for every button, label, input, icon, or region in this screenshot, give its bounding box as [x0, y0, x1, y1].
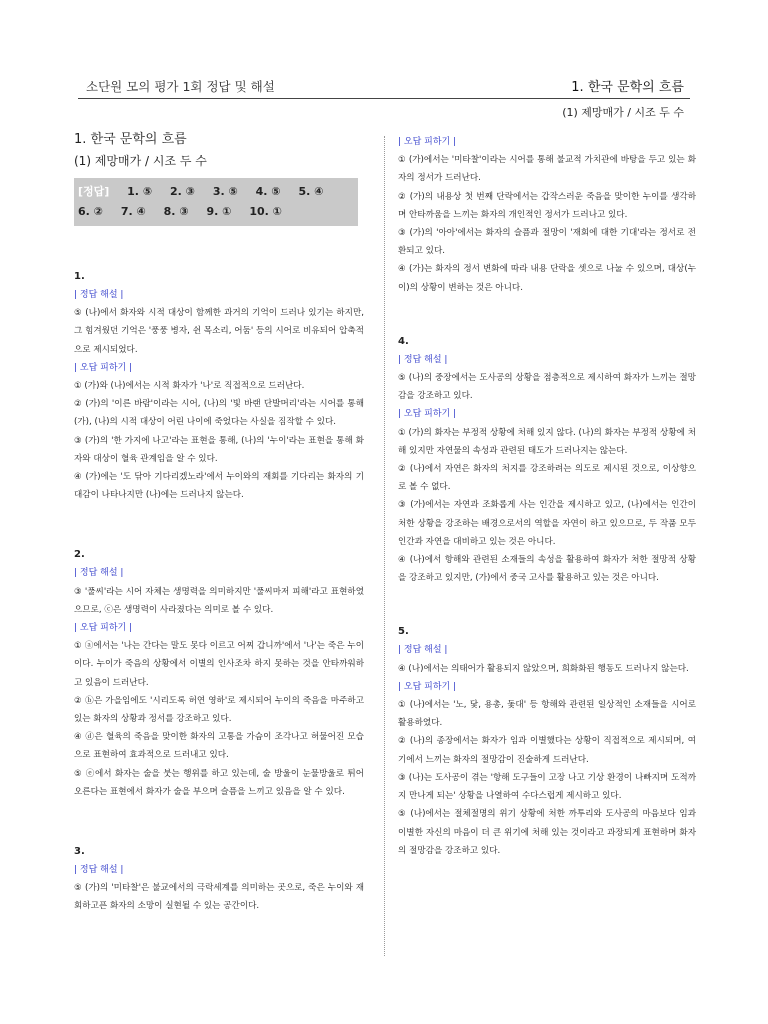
- explain-label: | 정답 해설 |: [398, 354, 448, 365]
- question-number: 3.: [74, 846, 85, 858]
- avoid-label: | 오답 피하기 |: [398, 681, 457, 692]
- avoid-item: ③ (가)에서는 자연과 조화롭게 사는 인간을 제시하고 있고, (나)에서는 인간이 처한 상황을 강조하는 배경으로서의 역할을 자연이 하고 있으므로, 두 작품 모두 인간과 자연을 대비하고 있는 것은 아니다.: [398, 500, 696, 547]
- avoid-item: ① (가)와 (나)에서는 시적 화자가 '나'로 직접적으로 드러난다.: [74, 381, 305, 392]
- avoid-label: | 오답 피하기 |: [398, 409, 457, 420]
- avoid-item: ③ (가)의 '아아'에서는 화자의 슬픔과 절망이 '재회에 대한 기대'라는 정서로 전환되고 있다.: [398, 228, 696, 257]
- avoid-item: ② (나)에서 자연은 화자의 처지를 강조하려는 의도로 제시된 것으로, 이상향으로 볼 수 없다.: [398, 464, 696, 493]
- question-number: 5.: [398, 626, 409, 638]
- avoid-item: ⑤ ⓔ에서 화자는 술을 붓는 행위를 하고 있는데, 술 방울이 눈물방울로 튀어 오른다는 표현에서 화자가 술을 부으며 슬픔을 느끼고 있음을 알 수 있다.: [74, 768, 364, 797]
- header-right-title: 1. 한국 문학의 흐름: [571, 80, 684, 95]
- avoid-item: ② ⓑ은 가을임에도 '시리도록 허연 영하'로 제시되어 누이의 죽음을 마주하고 있는 화자의 상황과 정서를 강조하고 있다.: [74, 695, 364, 725]
- explain-text: ③ '풀씨'라는 시어 자체는 생명력을 의미하지만 '풀씨마저 피해'라고 표현하였으므로, ⓒ은 생명력이 사라졌다는 의미로 볼 수 있다.: [74, 586, 364, 615]
- explain-text: ⑤ (가)의 '미타찰'은 불교에서의 극락세계를 의미하는 곳으로, 죽은 누이와 재회하고픈 화자의 소망이 실현될 수 있는 공간이다.: [74, 883, 364, 912]
- avoid-item: ④ ⓓ은 혈육의 죽음을 맞이한 화자의 고통을 가슴이 조각나고 허물어진 모습으로 표현하여 효과적으로 드러내고 있다.: [74, 732, 364, 761]
- avoid-item: ② (가)의 내용상 첫 번째 단락에서는 갑작스러운 죽음을 맞이한 누이를 생각하며 안타까움을 느끼는 화자의 개인적인 정서가 드러나고 있다.: [398, 191, 696, 220]
- question-number: 2.: [74, 549, 85, 561]
- answer-item: 9. ①: [206, 205, 232, 218]
- answer-item: 4. ⑤: [255, 185, 281, 198]
- answer-key-box: [74, 178, 358, 226]
- answer-item: 10. ①: [249, 205, 282, 218]
- right-column: [398, 133, 696, 860]
- avoid-item: ④ (나)에서 항해와 관련된 소재들의 속성을 활용하여 화자가 처한 절망적 상황을 강조하고 있지만, (가)에서 중국 고사를 활용하고 있는 것은 아니다.: [398, 555, 696, 584]
- avoid-label: | 오답 피하기 |: [398, 137, 457, 147]
- avoid-item: ③ (가)의 '한 가지에 나고'라는 표현을 통해, (나)의 '누이'라는 표현을 통해 화자와 대상이 혈육 관계임을 알 수 있다.: [74, 435, 364, 464]
- explain-label: | 정답 해설 |: [74, 290, 124, 300]
- answer-item: 6. ②: [78, 205, 103, 218]
- explain-text: ⑤ (나)의 중장에서는 도사공의 상황을 점층적으로 제시하여 화자가 느끼는 절망감을 강조하고 있다.: [398, 373, 696, 402]
- answer-item: 8. ③: [163, 205, 189, 218]
- avoid-item: ② (가)의 '이른 바람'이라는 시어, (나)의 '빛 바랜 단발머리'라는 시어를 통해 (가), (나)의 시적 대상이 어린 나이에 죽었다는 사실을 짐작할 수 있다.: [74, 399, 364, 428]
- answer-item: 3. ⑤: [212, 185, 238, 198]
- question-number: 4.: [398, 335, 409, 347]
- avoid-item: ⑤ (나)에서는 절체절명의 위기 상황에 처한 까투리와 도사공의 마음보다 임과 이별한 자신의 마음이 더 큰 위기에 처해 있는 것이라고 과장되게 표현하며 화자의 절망감을 강조하고 있다.: [398, 809, 696, 856]
- avoid-item: ③ (나)는 도사공이 겪는 '항해 도구들이 고장 나고 기상 환경이 나빠지며 도적까지 만나게 되는' 상황을 나열하여 수다스럽게 제시하고 있다.: [398, 772, 696, 802]
- header-left-title: 소단원 모의 평가 1회 정답 및 해설: [86, 79, 275, 94]
- avoid-label: | 오답 피하기 |: [74, 362, 133, 373]
- explain-label: | 정답 해설 |: [74, 865, 124, 876]
- avoid-item: ① (나)에서는 '노, 닻, 용총, 돛대' 등 항해와 관련된 일상적인 소재들을 시어로 활용하였다.: [398, 700, 696, 729]
- answer-item: 5. ④: [298, 185, 324, 198]
- explain-label: | 정답 해설 |: [74, 568, 124, 579]
- avoid-item: ① (가)에서는 '미타찰'이라는 시어를 통해 불교적 가치관에 바탕을 두고 있는 화자의 정서가 드러난다.: [398, 155, 696, 184]
- header-subtitle: (1) 제망매가 / 시조 두 수: [562, 106, 684, 119]
- avoid-item: ① ⓐ에서는 '나는 간다는 말도 못다 이르고 어찌 갑니까'에서 '나'는 죽은 누이이다. 누이가 죽음의 상황에서 이별의 인사조차 하지 못하는 것을 안타까워하고 있음이 드러난다.: [74, 641, 364, 688]
- answer-row-2: [78, 202, 354, 222]
- explain-text: ⑤ (나)에서 화자와 시적 대상이 함께한 과거의 기억이 드러나 있기는 하지만, 그 힘겨웠던 기억은 '풍풍 병자, 쉰 목소리, 어둠' 등의 시어로 비유되어 압축적으로 제시되었다.: [74, 308, 364, 355]
- section-subtitle: (1) 제망매가 / 시조 두 수: [74, 154, 207, 168]
- answer-item: 7. ④: [120, 205, 146, 218]
- avoid-item: ① (가)의 화자는 부정적 상황에 처해 있지 않다. (나)의 화자는 부정적 상황에 처해 있지만 자연물의 속성과 관련된 태도가 드러나지는 않는다.: [398, 427, 696, 456]
- avoid-item: ④ (가)는 화자의 정서 변화에 따라 내용 단락을 셋으로 나눌 수 있으며, 대상(누이)의 상황이 변하는 것은 아니다.: [398, 264, 696, 293]
- column-divider: [384, 136, 385, 956]
- avoid-item: ④ (가)에는 '도 닦아 기다리겠노라'에서 누이와의 재회를 기다리는 화자의 기대감이 나타나지만 (나)에는 드러나지 않는다.: [74, 472, 364, 501]
- explain-label: | 정답 해설 |: [398, 645, 448, 656]
- section-title: 1. 한국 문학의 흐름: [74, 132, 187, 147]
- answer-row-1: [78, 182, 354, 202]
- answer-item: 1. ⑤: [127, 185, 153, 198]
- answer-tag: [정답]: [78, 185, 110, 198]
- left-column: [74, 130, 364, 916]
- avoid-label: | 오답 피하기 |: [74, 623, 133, 634]
- explain-text: ④ (나)에서는 의태어가 활용되지 않았으며, 희화화된 행동도 드러나지 않는다.: [398, 663, 689, 674]
- question-number: 1.: [74, 271, 85, 282]
- avoid-item: ② (나)의 종장에서는 화자가 임과 이별했다는 상황이 직접적으로 제시되며, 여기에서 느끼는 화자의 절망감이 진술하게 드러난다.: [398, 736, 696, 765]
- answer-item: 2. ③: [169, 185, 195, 198]
- header-rule: [78, 98, 690, 99]
